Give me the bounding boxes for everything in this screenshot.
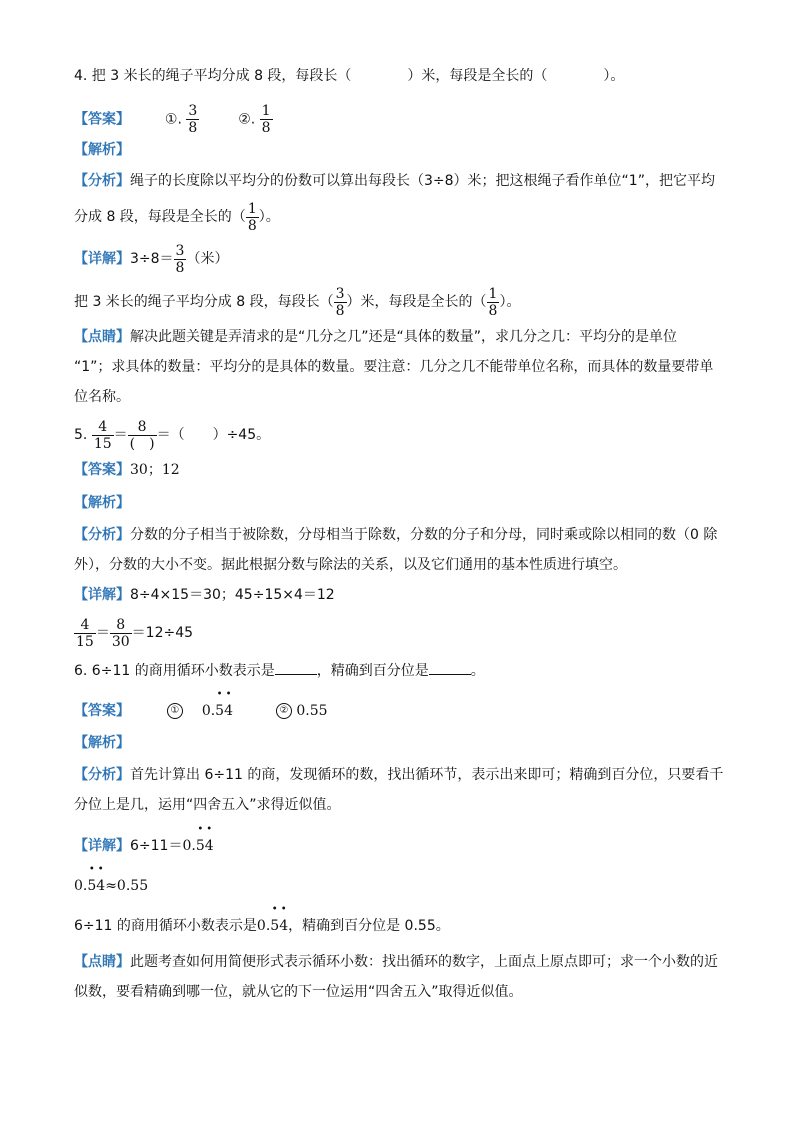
q6-question: 6. 6÷11 的商用循环小数表示是 ，精确到百分位是 。: [74, 660, 485, 681]
repeat-dot-icon: •: [197, 824, 204, 835]
q6-result: 6÷11 的商用循环小数表示是0. • 5 • 4，精确到百分位是 0.55。: [74, 912, 450, 940]
q6-fenxi-line1: 【分析】首先计算出 6÷11 的商，发现循环的数，找出循环节，表示出来即可；精确到百分位，只要看千: [74, 767, 724, 783]
q4-question: 4. 把 3 米长的绳子平均分成 8 段，每段长（ ）米，每段是全长的（ ）。: [74, 68, 625, 84]
q6-xiangjie: 【详解】6÷11＝0. • 5 • 4: [74, 832, 214, 860]
q4-xiangjie: 【详解】3÷8＝ $\frac{3}{8}$ （米）: [74, 242, 229, 276]
q5-fenxi-line1: 【分析】分数的分子相当于被除数，分母相当于除数，分数的分子和分母，同时乘或除以相同的数（0 除: [74, 527, 718, 543]
q5-fraction-1: $\frac{4}{15}$: [93, 418, 112, 452]
answer-marker-2: ②.: [238, 111, 256, 128]
q4-dianjing-line3: 位名称。: [74, 389, 130, 405]
q5-result-fraction-2: $\frac{8}{30}$: [111, 616, 130, 650]
answer-fraction-2: $\frac{1}{8}$: [261, 103, 271, 136]
q5-xiangjie: 【详解】8÷4×15＝30；45÷15×4＝12: [74, 587, 335, 603]
result-fraction-1: $\frac{3}{8}$: [335, 285, 345, 319]
q6-answer: 【答案】 ① 0. • 5 • 4 ② 0.55: [74, 697, 328, 725]
jiexi-tag: 【解析】: [74, 735, 130, 751]
jiexi-tag: 【解析】: [74, 142, 130, 158]
answer-tag: 【答案】: [74, 111, 130, 128]
repeat-dot-icon: •: [97, 864, 104, 875]
repeat-dot-icon: •: [206, 824, 213, 835]
answer-blank-2[interactable]: [429, 660, 471, 675]
repeat-dot-icon: •: [225, 689, 232, 700]
result-fraction-2: $\frac{1}{8}$: [488, 285, 498, 319]
q5-result-fraction-1: $\frac{4}{15}$: [76, 616, 94, 650]
repeating-decimal: 0. • 5 • 4: [182, 824, 214, 854]
answer-fraction-1: $\frac{3}{8}$: [188, 103, 198, 136]
repeat-dot-icon: •: [280, 904, 287, 915]
answer-marker-2: ②: [276, 703, 292, 719]
q4-answer-row: [74, 103, 273, 136]
q6-dianjing-line1: 【点睛】此题考查如何用简便形式表示循环小数：找出循环的数字，上面点上原点即可；求一个小数的近: [74, 954, 718, 970]
q5-fenxi-line2: 外），分数的大小不变。据此根据分数与除法的关系，以及它们通用的基本性质进行填空。: [74, 557, 627, 573]
repeating-decimal: 0. • 5 • 4: [256, 904, 289, 934]
repeat-dot-icon: •: [216, 689, 223, 700]
repeat-dot-icon: •: [271, 904, 278, 915]
answer-marker-1: ①: [167, 703, 183, 719]
q4-dianjing-line1: 【点睛】解决此题关键是弄清求的是“几分之几”还是“具体的数量”，求几分之几：平均分的是单位: [74, 329, 678, 345]
q5-question: 5. $\frac{4}{15}$ ＝ $\frac{8}{( )}$ ＝（ ）÷45。: [74, 418, 271, 452]
q4-fenxi-line1: 【分析】绳子的长度除以平均分的份数可以算出每段长（3÷8）米；把这根绳子看作单位“1”，把它平均: [74, 173, 715, 189]
repeating-decimal: 0. • 5 • 4: [201, 689, 234, 719]
q4-result: 把 3 米长的绳子平均分成 8 段，每段长（ $\frac{3}{8}$ ）米，每段是全长的（ $\frac{1}{8}$ ）。: [74, 285, 521, 319]
repeating-decimal: 0. • 5 • 4: [74, 864, 106, 894]
fenxi-fraction: $\frac{1}{8}$: [247, 200, 257, 234]
q6-approx: 0. • 5 • 4≈0.55: [74, 872, 148, 900]
q6-fenxi-line2: 分位上是几，运用“四舍五入”求得近似值。: [74, 797, 341, 813]
answer-blank-1[interactable]: [275, 660, 317, 675]
q5-answer: 【答案】30；12: [74, 462, 180, 478]
repeat-dot-icon: •: [88, 864, 95, 875]
q5-result: $\frac{4}{15}$ ＝ $\frac{8}{30}$ ＝12÷45: [76, 616, 194, 650]
q6-dianjing-line2: 似数，要看精确到哪一位，就从它的下一位运用“四舍五入”取得近似值。: [74, 984, 523, 1000]
xiangjie-fraction: $\frac{3}{8}$: [175, 242, 185, 276]
answer-marker-1: ①.: [164, 111, 182, 128]
q5-fraction-2: $\frac{8}{( )}$: [129, 418, 155, 452]
q4-fenxi-line2: 分成 8 段，每段是全长的（ $\frac{1}{8}$ ）。: [74, 200, 280, 234]
q4-dianjing-line2: “1”；求具体的数量：平均分的是具体的数量。要注意：几分之几不能带单位名称，而具体的数量要带单: [74, 359, 714, 375]
jiexi-tag: 【解析】: [74, 495, 130, 511]
